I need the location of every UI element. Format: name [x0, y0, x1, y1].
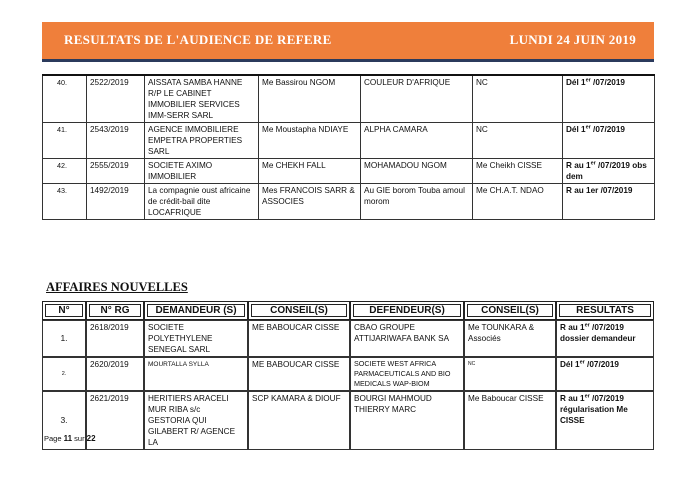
conseil2-cell: Me CH.A.T. NDAO: [473, 184, 563, 220]
footer-page-sep: sur: [72, 434, 87, 443]
row-number: 43.: [43, 184, 87, 220]
page-title: RESULTATS DE L'AUDIENCE DE REFERE: [64, 32, 332, 47]
result-cell: R au 1er /07/2019 dossier demandeur: [556, 320, 654, 357]
result-cell: Dél 1er /07/2019: [563, 75, 655, 123]
rg-number: 2620/2019: [86, 357, 144, 391]
result-cell: R au 1er /07/2019 régularisation Me CISSE: [556, 391, 654, 450]
defendeur-cell: BOURGI MAHMOUD THIERRY MARC: [350, 391, 464, 450]
row-number: 40.: [43, 75, 87, 123]
conseil-cell: Me CHEKH FALL: [259, 159, 361, 184]
defendeur-cell: CBAO GROUPE ATTIJARIWAFA BANK SA: [350, 320, 464, 357]
result-cell: R au 1er /07/2019 obs dem: [563, 159, 655, 184]
table-header-row: [42, 301, 654, 320]
table-row: [43, 159, 655, 184]
conseil-cell: ME BABOUCAR CISSE: [248, 357, 350, 391]
row-number: 41.: [43, 123, 87, 159]
conseil-cell: Mes FRANCOIS SARR & ASSOCIES: [259, 184, 361, 220]
rg-number: 1492/2019: [87, 184, 145, 220]
defendeur-cell: SOCIETE WEST AFRICA PARMACEUTICALS AND BIO MEDICALS WAP-BIOM: [350, 357, 464, 391]
col-header-rg: N° RG: [86, 301, 144, 320]
conseil2-cell: NC: [473, 75, 563, 123]
col-header-resultats: RESULTATS: [556, 301, 654, 320]
conseil2-cell: NC: [473, 123, 563, 159]
demandeur-cell: SOCIETE POLYETHYLENE SENEGAL SARL: [144, 320, 248, 357]
conseil2-cell: Me Cheikh CISSE: [473, 159, 563, 184]
results-table-continued: [42, 74, 655, 220]
col-header-num: N°: [42, 301, 86, 320]
demandeur-cell: MOURTALLA SYLLA: [144, 357, 248, 391]
table-row: [43, 184, 655, 220]
conseil-cell: Me Moustapha NDIAYE: [259, 123, 361, 159]
conseil-cell: SCP KAMARA & DIOUF: [248, 391, 350, 450]
conseil-cell: Me Bassirou NGOM: [259, 75, 361, 123]
table-row: [42, 357, 654, 391]
demandeur-cell: SOCIETE AXIMO IMMOBILIER: [145, 159, 259, 184]
demandeur-cell: La compagnie oust africaine de crédit-bail dite LOCAFRIQUE: [145, 184, 259, 220]
demandeur-cell: AISSATA SAMBA HANNE R/P LE CABINET IMMOBILIER SERVICES IMM-SERR SARL: [145, 75, 259, 123]
footer-page-number: 11: [63, 434, 73, 443]
conseil2-cell: Me Baboucar CISSE: [464, 391, 556, 450]
table-row: [43, 75, 655, 123]
section-title: AFFAIRES NOUVELLES: [46, 280, 188, 294]
rg-number: 2555/2019: [87, 159, 145, 184]
defendeur-cell: COULEUR D'AFRIQUE: [361, 75, 473, 123]
rg-number: 2543/2019: [87, 123, 145, 159]
page-footer: [44, 434, 96, 443]
row-number: 3.: [42, 391, 86, 450]
col-header-demandeur: DEMANDEUR (S): [144, 301, 248, 320]
rg-number: 2618/2019: [86, 320, 144, 357]
result-cell: Dél 1er /07/2019: [563, 123, 655, 159]
footer-page-prefix: Page: [44, 434, 64, 443]
hearing-date: LUNDI 24 JUIN 2019: [509, 32, 636, 47]
table-row: [42, 391, 654, 450]
conseil2-cell: NC: [464, 357, 556, 391]
footer-page-total: 22: [86, 434, 96, 443]
defendeur-cell: ALPHA CAMARA: [361, 123, 473, 159]
rg-number: 2522/2019: [87, 75, 145, 123]
rg-number: 2621/2019: [86, 391, 144, 450]
col-header-conseil: CONSEIL(S): [248, 301, 350, 320]
row-number: 2.: [42, 357, 86, 391]
col-header-conseil2: CONSEIL(S): [464, 301, 556, 320]
row-number: 42.: [43, 159, 87, 184]
row-number: 1.: [42, 320, 86, 357]
demandeur-cell: HERITIERS ARACELI MUR RIBA s/c GESTORIA QUI GILABERT R/ AGENCE LA: [144, 391, 248, 450]
defendeur-cell: MOHAMADOU NGOM: [361, 159, 473, 184]
new-cases-table: [42, 301, 654, 450]
header-banner: [42, 22, 654, 62]
result-cell: R au 1er /07/2019: [563, 184, 655, 220]
table-row: [42, 320, 654, 357]
result-cell: Dél 1er /07/2019: [556, 357, 654, 391]
demandeur-cell: AGENCE IMMOBILIERE EMPETRA PROPERTIES SARL: [145, 123, 259, 159]
col-header-defendeur: DEFENDEUR(S): [350, 301, 464, 320]
defendeur-cell: Au GIE borom Touba amoul morom: [361, 184, 473, 220]
conseil-cell: ME BABOUCAR CISSE: [248, 320, 350, 357]
conseil2-cell: Me TOUNKARA & Associés: [464, 320, 556, 357]
table-row: [43, 123, 655, 159]
